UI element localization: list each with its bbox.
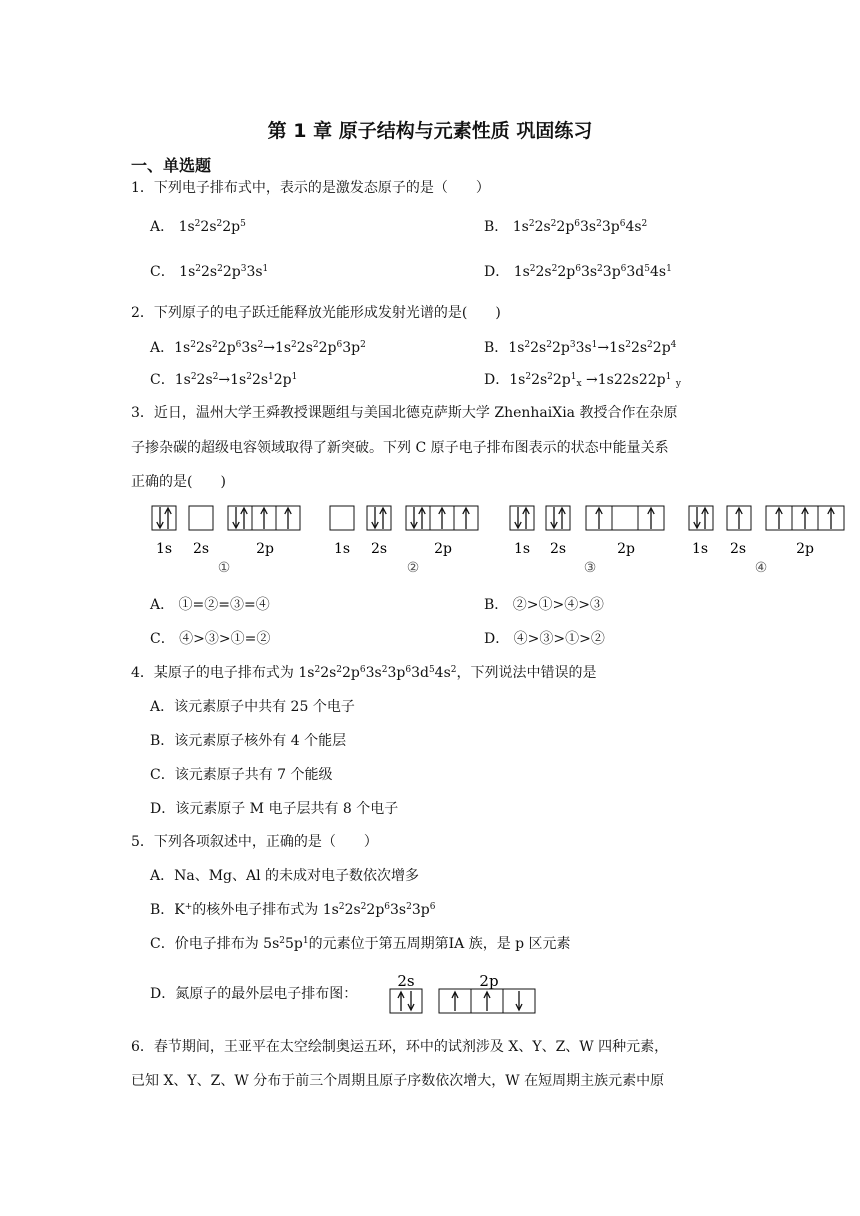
marker-4: ④ <box>754 560 768 576</box>
q1-option-b: B． $1s^22s^22p^63s^23p^64s^2$ <box>484 219 648 235</box>
label-2p: 2p <box>796 541 814 557</box>
section-heading: 一、单选题 <box>131 156 212 175</box>
config-3 <box>510 506 664 576</box>
q2-option-c: C．$1s^22s^2\to 1s^22s^12p^1$ <box>150 372 298 388</box>
q4-option-b: B．该元素原子核外有 4 个能层 <box>150 733 347 749</box>
label-2s: 2s <box>397 972 415 990</box>
q5-option-a: A．Na、Mg、Al 的未成对电子数依次增多 <box>150 868 420 884</box>
q3-line-2: 子掺杂碳的超级电容领域取得了新突破。下列 C 原子电子排布图表示的状态中能量关系 <box>131 440 669 456</box>
label-1s: 1s <box>691 541 709 557</box>
q3-option-c: C． ④>③>①=② <box>150 631 271 647</box>
marker-3: ③ <box>583 560 597 576</box>
label-2s: 2s <box>729 541 747 557</box>
q1-option-c: C． $1s^22s^22p^33s^1$ <box>150 264 269 280</box>
q5-option-d: D．氮原子的最外层电子排布图： <box>150 986 358 1002</box>
q2-stem: 2．下列原子的电子跃迁能释放光能形成发射光谱的是( ) <box>131 305 501 321</box>
q5-option-b: B．K+的核外电子排布式为 $1s^22s^22p^63s^23p^6$ <box>150 902 436 918</box>
q3-option-d: D． ④>③>①>② <box>484 631 605 647</box>
marker-2: ② <box>406 560 420 576</box>
q3-line-1: 3．近日，温州大学王舜教授课题组与美国北德克萨斯大学 ZhenhaiXia 教授合作在杂原 <box>131 405 678 421</box>
document-title: 第 1 章 原子结构与元素性质 巩固练习 <box>267 120 593 142</box>
label-1s: 1s <box>513 541 531 557</box>
config-4 <box>689 506 844 576</box>
label-2p: 2p <box>479 972 499 990</box>
q1-c-letter: C． <box>150 264 175 280</box>
nitrogen-orbital-diagram <box>385 968 545 1018</box>
q3-line-3: 正确的是( ) <box>131 474 226 490</box>
config-1 <box>152 506 300 576</box>
q1-a-letter: A． <box>150 219 175 235</box>
label-2p: 2p <box>434 541 452 557</box>
q2-option-b: B．$1s^22s^22p^33s^1\to 1s^22s^22p^4$ <box>484 340 677 356</box>
q3-option-a: A． ①=②=③=④ <box>150 597 270 613</box>
orbital-diagram <box>140 498 855 578</box>
q3-option-b: B． ②>①>④>③ <box>484 597 604 613</box>
q1-d-letter: D． <box>484 264 510 280</box>
q4-option-c: C．该元素原子共有 7 个能级 <box>150 767 333 783</box>
q4-option-d: D．该元素原子 M 电子层共有 8 个电子 <box>150 801 399 817</box>
q4-option-a: A．该元素原子中共有 25 个电子 <box>150 699 355 715</box>
q5-option-c: C．价电子排布为 $5s^25p^1$的元素位于第五周期第ⅠA 族，是 p 区元素 <box>150 936 571 952</box>
marker-1: ① <box>217 560 231 576</box>
q1-b-letter: B． <box>484 219 509 235</box>
q5-stem: 5．下列各项叙述中，正确的是（ ） <box>131 834 378 850</box>
q6-line-1: 6．春节期间，王亚平在太空绘制奥运五环，环中的试剂涉及 X、Y、Z、W 四种元素， <box>131 1039 669 1055</box>
q1-option-a: A． $1s^22s^22p^5$ <box>150 219 246 235</box>
q1-stem: 1．下列电子排布式中，表示的是激发态原子的是（ ） <box>131 180 490 196</box>
q6-line-2: 已知 X、Y、Z、W 分布于前三个周期且原子序数依次增大，W 在短周期主族元素中原 <box>131 1073 665 1089</box>
q2-option-a: A．$1s^22s^22p^63s^2\to 1s^22s^22p^63p^2$ <box>150 340 366 356</box>
label-2s: 2s <box>370 541 388 557</box>
label-2p: 2p <box>617 541 635 557</box>
label-2s: 2s <box>192 541 210 557</box>
q1-option-d: D． $1s^22s^22p^63s^23p^63d^54s^1$ <box>484 264 672 280</box>
label-2s: 2s <box>549 541 567 557</box>
q2-option-d: D．$1s^22s^22p^1_x \to 1s22s22p^1$ $_y$ <box>484 372 681 389</box>
label-1s: 1s <box>155 541 173 557</box>
label-2p: 2p <box>256 541 274 557</box>
config-2 <box>330 506 478 576</box>
q4-stem: 4．某原子的电子排布式为 $1s^22s^22p^63s^23p^63d^54s^2$，下列说法中错误的是 <box>131 665 597 681</box>
label-1s: 1s <box>333 541 351 557</box>
